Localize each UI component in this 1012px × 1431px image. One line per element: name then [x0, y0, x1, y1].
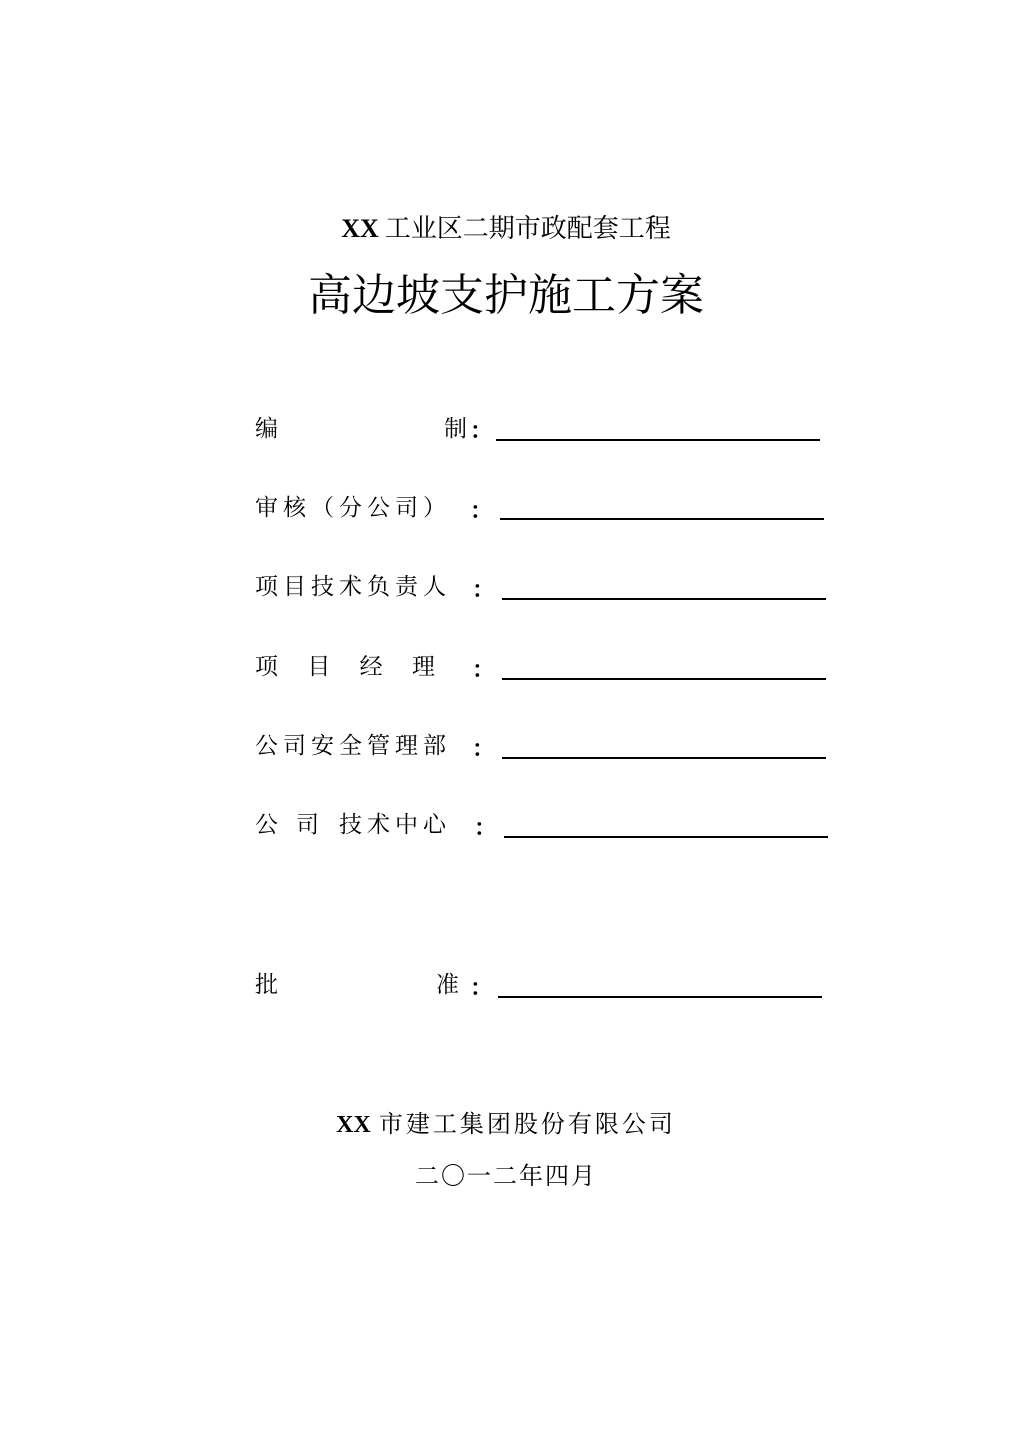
label-compile-char-2: 制: [444, 416, 467, 442]
label-approve-char-1: 批: [255, 972, 278, 998]
signature-line-safety[interactable]: [502, 757, 826, 759]
company-name: [0, 1108, 1012, 1141]
label-tech-center-part-1: 公: [255, 812, 278, 838]
colon-approve: ：: [470, 974, 493, 1001]
label-tech-center-part-3: 技术中心: [339, 812, 451, 838]
colon-review: ：: [470, 497, 493, 524]
label-pm: [255, 652, 435, 682]
project-name: 工业区二期市政配套工程: [384, 214, 671, 244]
company-name-text: 市建工集团股份有限公司: [378, 1110, 676, 1138]
project-prefix: XX: [341, 214, 379, 243]
label-pm-char-2: 目: [307, 654, 331, 680]
label-pm-char-3: 经: [359, 654, 383, 680]
signature-line-tech-center[interactable]: [504, 836, 828, 838]
colon-compile: ：: [470, 417, 493, 444]
signature-line-review[interactable]: [500, 518, 824, 520]
label-approve-char-2: 准: [436, 972, 459, 998]
signature-line-tech-lead[interactable]: [502, 598, 826, 600]
document-date: 二〇一二年四月: [415, 1162, 597, 1190]
colon-tech-center: ：: [474, 814, 497, 841]
label-tech-lead: 项目技术负责人: [255, 574, 451, 600]
label-compile: [255, 414, 467, 444]
label-compile-char-1: 编: [255, 416, 278, 442]
label-tech-center: [255, 810, 467, 840]
label-approve: [255, 970, 459, 1000]
document-title: 高边坡支护施工方案: [308, 270, 704, 321]
signature-line-approve[interactable]: [498, 996, 822, 998]
signature-line-compile[interactable]: [496, 439, 820, 441]
project-subtitle: [0, 212, 1012, 246]
label-tech-center-part-2: 司: [296, 812, 319, 838]
label-pm-char-4: 理: [411, 654, 435, 680]
colon-pm: ：: [472, 656, 495, 683]
signature-line-pm[interactable]: [502, 678, 826, 680]
colon-safety: ：: [472, 735, 495, 762]
label-safety: 公司安全管理部: [255, 733, 451, 759]
colon-tech-lead: ：: [472, 576, 495, 603]
label-pm-char-1: 项: [255, 654, 278, 680]
company-prefix: XX: [336, 1112, 371, 1138]
label-review: 审核（分公司）: [255, 495, 451, 521]
